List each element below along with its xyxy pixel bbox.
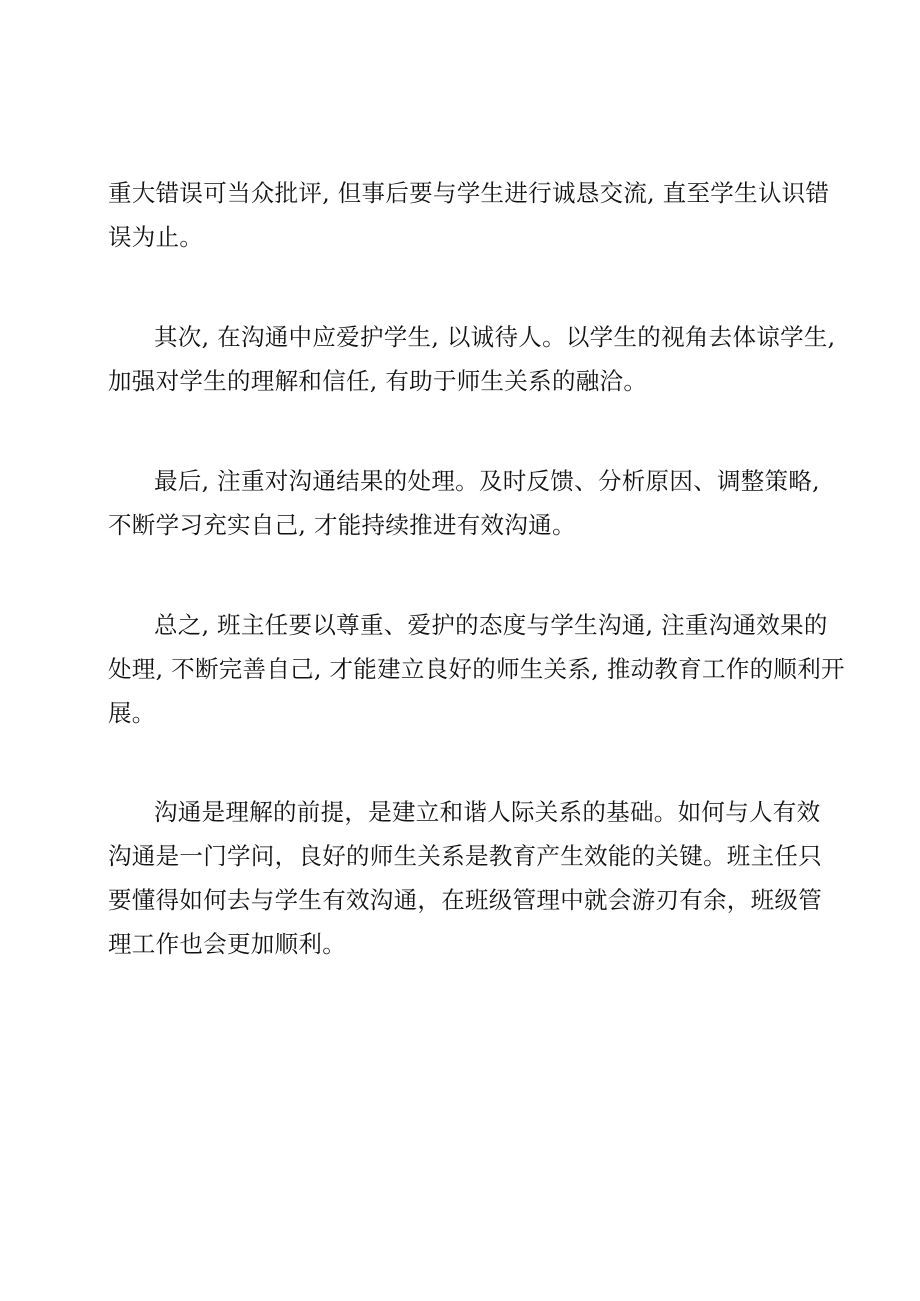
text-line: 最后, 注重对沟通结果的处理。及时反馈、分析原因、调整策略, — [154, 467, 820, 495]
paragraph-summary — [108, 603, 845, 735]
text-line: 误为止。 — [108, 223, 204, 251]
paragraph-secondly — [108, 315, 836, 403]
paragraph-continuation — [108, 171, 830, 259]
text-line: 要懂得如何去与学生有效沟通，在班级管理中就会游刃有余，班级管 — [108, 886, 822, 914]
paragraph-conclusion — [108, 790, 820, 966]
paragraph-finally — [108, 459, 820, 547]
text-line: 不断学习充实自己, 才能持续推进有效沟通。 — [108, 511, 576, 539]
text-line: 其次, 在沟通中应爱护学生, 以诚待人。以学生的视角去体谅学生, — [154, 323, 836, 351]
text-line: 展。 — [108, 699, 156, 727]
text-line: 总之, 班主任要以尊重、爱护的态度与学生沟通, 注重沟通效果的 — [154, 611, 828, 639]
text-line: 沟通是一门学问，良好的师生关系是教育产生效能的关键。班主任只 — [108, 842, 822, 870]
text-line: 加强对学生的理解和信任, 有助于师生关系的融洽。 — [108, 367, 648, 395]
text-line: 重大错误可当众批评, 但事后要与学生进行诚恳交流, 直至学生认识错 — [108, 179, 830, 207]
text-line: 沟通是理解的前提，是建立和谐人际关系的基础。如何与人有效 — [154, 798, 821, 826]
text-line: 理工作也会更加顺利。 — [108, 930, 346, 958]
text-line: 处理, 不断完善自己, 才能建立良好的师生关系, 推动教育工作的顺利开 — [108, 655, 845, 683]
